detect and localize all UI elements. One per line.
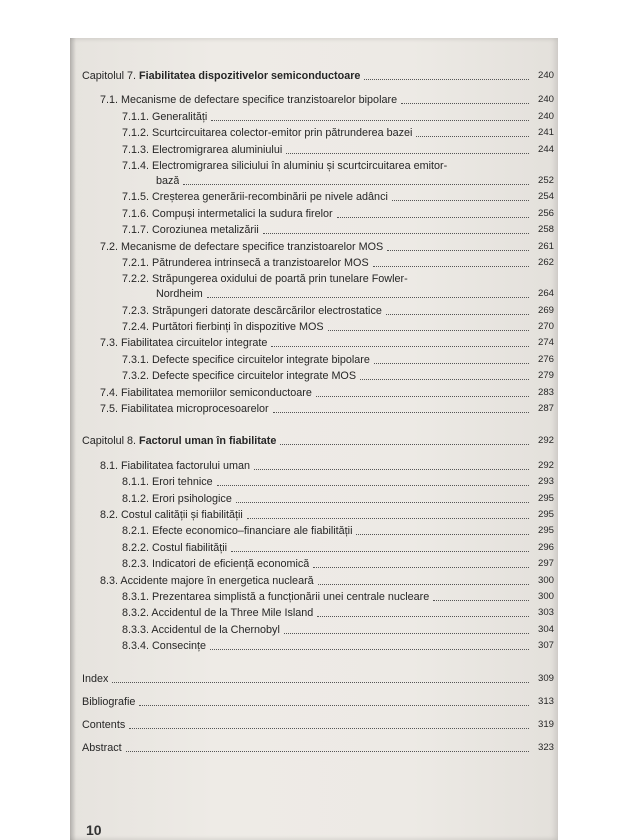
toc-entry-title: 7.3.2. Defecte specifice circuitelor integrate MOS [122, 370, 357, 383]
toc-page-number: 323 [537, 741, 554, 753]
dot-leader [284, 633, 529, 634]
chapter-heading-text [82, 69, 360, 83]
chapter-heading-text [82, 434, 276, 448]
dot-leader [328, 330, 529, 331]
toc-page-number: 264 [537, 288, 554, 300]
dot-leader [387, 250, 529, 251]
chapter-heading [82, 69, 554, 83]
toc-page-number: 304 [537, 623, 554, 635]
toc-entry-title: 7.1. Mecanisme de defectare specifice tranzistoarelor bipolare [100, 94, 398, 107]
toc-entry [82, 93, 554, 107]
toc-page-number: 283 [537, 386, 554, 398]
toc-entry-title: 8.2. Costul calității și fiabilității [100, 508, 243, 521]
toc-entry [82, 386, 554, 400]
dot-leader [217, 485, 529, 486]
toc-page-number: 313 [537, 695, 554, 707]
toc-page-number: 258 [537, 224, 554, 236]
dot-leader [337, 217, 529, 218]
toc-entry-title: 8.1.2. Erori psihologice [122, 492, 232, 505]
toc-entry [82, 336, 554, 350]
back-matter-entry [82, 672, 554, 686]
toc-page-number: 295 [537, 508, 554, 520]
toc-page-number: 256 [537, 207, 554, 219]
dot-leader [263, 233, 529, 234]
toc-entry-continuation [82, 287, 554, 301]
toc-page-number: 240 [537, 110, 554, 122]
toc-entry-title: Contents [82, 718, 126, 731]
toc-page-number: 274 [537, 337, 554, 349]
dot-leader [231, 551, 529, 552]
dot-leader [416, 136, 529, 137]
toc-page-number: 307 [537, 640, 554, 652]
toc-entry-title: 8.1.1. Erori tehnice [122, 476, 213, 489]
dot-leader [317, 616, 529, 617]
back-matter-entry [82, 718, 554, 732]
toc-entry [82, 606, 554, 620]
dot-leader [126, 751, 529, 752]
dot-leader [112, 682, 529, 683]
toc-entry [82, 256, 554, 270]
toc-page-number: 252 [537, 174, 554, 186]
toc-entry [82, 207, 554, 221]
toc-entry [82, 143, 554, 157]
dot-leader [286, 153, 529, 154]
dot-leader [280, 444, 529, 445]
dot-leader [373, 266, 529, 267]
toc-entry [82, 475, 554, 489]
dot-leader [210, 649, 529, 650]
toc-entry [82, 353, 554, 367]
toc-entry [82, 190, 554, 204]
toc-entry [82, 557, 554, 571]
toc-entry [82, 402, 554, 416]
toc-entry-title: 8.2.2. Costul fiabilității [122, 541, 228, 554]
toc-entry-title: 7.1.5. Creșterea generării-recombinării pe nivele adânci [122, 191, 388, 204]
toc-entry-title: Abstract [82, 741, 122, 754]
toc-page-number: 292 [537, 459, 554, 471]
dot-leader [273, 412, 529, 413]
toc-entry-title: 8.3.2. Accidentul de la Three Mile Island [122, 607, 314, 620]
dot-leader [316, 396, 529, 397]
toc-page-number: 296 [537, 541, 554, 553]
toc-entry [82, 126, 554, 140]
toc-entry-title: Nordheim [156, 288, 203, 301]
toc-entry-title: 8.3.3. Accidentul de la Chernobyl [122, 623, 280, 636]
dot-leader [254, 469, 529, 470]
toc-entry [82, 524, 554, 538]
toc-entry [82, 508, 554, 522]
toc-entry [82, 320, 554, 334]
toc-entry-continuation [82, 174, 554, 188]
toc-entry-title: 7.4. Fiabilitatea memoriilor semiconductoare [100, 386, 312, 399]
toc-page-number: 279 [537, 370, 554, 382]
toc-page-number: 254 [537, 191, 554, 203]
toc-page-number: 303 [537, 607, 554, 619]
toc-page-number: 241 [537, 127, 554, 139]
toc-entry-title: bază [156, 174, 180, 187]
dot-leader [433, 600, 529, 601]
toc-entry [82, 541, 554, 555]
toc-entry-title: 8.1. Fiabilitatea factorului uman [100, 459, 251, 472]
toc-entry [82, 492, 554, 506]
toc-page-number: 276 [537, 353, 554, 365]
toc-entry [82, 304, 554, 318]
toc-entry [82, 369, 554, 383]
toc-page-number: 244 [537, 143, 554, 155]
toc-entry-title: 7.1.6. Compuși intermetalici la sudura firelor [122, 207, 333, 220]
back-matter-entry [82, 695, 554, 709]
toc-entry-title: 7.1.2. Scurtcircuitarea colector-emitor prin pătrunderea bazei [122, 127, 413, 140]
toc-page-number: 292 [537, 435, 554, 447]
toc-page-number: 295 [537, 525, 554, 537]
toc-entry [82, 639, 554, 653]
toc-page-number: 297 [537, 558, 554, 570]
toc-entry [82, 110, 554, 124]
toc-entry-title: 7.1.4. Electromigrarea siliciului în aluminiu și scurtcircuitarea emitor- [122, 159, 448, 172]
toc-entry-title: 8.3.1. Prezentarea simplistă a funcționării unei centrale nucleare [122, 590, 430, 603]
toc-entry-title: 7.5. Fiabilitatea microprocesoarelor [100, 403, 269, 416]
chapter-heading [82, 434, 554, 448]
dot-leader [318, 584, 529, 585]
toc-page-number: 240 [537, 94, 554, 106]
dot-leader [236, 502, 529, 503]
toc-entry [82, 159, 554, 173]
toc-entry-title: 7.2.1. Pătrunderea intrinsecă a tranzistoarelor MOS [122, 256, 369, 269]
toc-page-number: 240 [537, 70, 554, 81]
dot-leader [129, 728, 529, 729]
page-number: 10 [86, 822, 102, 838]
toc-entry [82, 590, 554, 604]
toc-page-number: 319 [537, 718, 554, 730]
toc-entry-title: 7.2.4. Purtători fierbinți în dispozitive MOS [122, 321, 324, 334]
toc-entry-title: 7.1.3. Electromigrarea aluminiului [122, 143, 283, 156]
toc-entry-title: Index [82, 672, 109, 685]
dot-leader [183, 184, 529, 185]
toc-page-number: 309 [537, 672, 554, 684]
dot-leader [386, 314, 529, 315]
dot-leader [271, 346, 529, 347]
toc-page-number: 261 [537, 240, 554, 252]
toc-entry [82, 240, 554, 254]
toc-entry [82, 272, 554, 286]
chapter-title: Fiabilitatea dispozitivelor semiconductoare [139, 70, 361, 82]
toc-entry-title: 8.3. Accidente majore în energetica nucleară [100, 574, 314, 587]
toc-page-number: 287 [537, 403, 554, 415]
dot-leader [392, 200, 529, 201]
chapter-prefix: Capitolul 7. [82, 70, 140, 82]
toc-entry-title: 7.3. Fiabilitatea circuitelor integrate [100, 337, 268, 350]
toc-entry-title: 7.2. Mecanisme de defectare specifice tranzistoarelor MOS [100, 240, 384, 253]
dot-leader [401, 103, 529, 104]
toc-page-number: 269 [537, 304, 554, 316]
toc-entry-title: Bibliografie [82, 695, 136, 708]
back-matter-entry [82, 741, 554, 755]
dot-leader [374, 363, 529, 364]
dot-leader [313, 567, 529, 568]
toc-entry-title: 8.2.3. Indicatori de eficiență economică [122, 558, 310, 571]
toc-entry [82, 623, 554, 637]
dot-leader [207, 297, 529, 298]
chapter-prefix: Capitolul 8. [82, 435, 140, 448]
page-gutter-shadow [70, 38, 76, 840]
dot-leader [139, 705, 529, 706]
toc-entry [82, 223, 554, 237]
chapter-title: Factorul uman în fiabilitate [139, 435, 277, 448]
dot-leader [364, 79, 529, 80]
table-of-contents [82, 69, 554, 764]
dot-leader [247, 518, 529, 519]
toc-entry-title: 7.1.1. Generalități [122, 110, 208, 123]
toc-page-number: 262 [537, 256, 554, 268]
toc-entry-title: 8.3.4. Consecințe [122, 640, 207, 653]
toc-entry-title: 7.2.2. Străpungerea oxidului de poartă prin tunelare Fowler- [122, 273, 408, 286]
toc-entry-title: 7.2.3. Străpungeri datorate descărcărilor electrostatice [122, 304, 382, 317]
toc-page-number: 293 [537, 476, 554, 488]
toc-page-number: 300 [537, 574, 554, 586]
toc-page-number: 300 [537, 590, 554, 602]
toc-entry-title: 8.2.1. Efecte economico–financiare ale fiabilității [122, 525, 353, 538]
toc-entry [82, 574, 554, 588]
toc-entry [82, 459, 554, 473]
dot-leader [360, 379, 529, 380]
dot-leader [211, 120, 529, 121]
toc-page-number: 270 [537, 321, 554, 333]
toc-entry-title: 7.1.7. Coroziunea metalizării [122, 224, 259, 237]
toc-entry-title: 7.3.1. Defecte specifice circuitelor integrate bipolare [122, 353, 370, 366]
dot-leader [356, 534, 529, 535]
toc-page-number: 295 [537, 492, 554, 504]
